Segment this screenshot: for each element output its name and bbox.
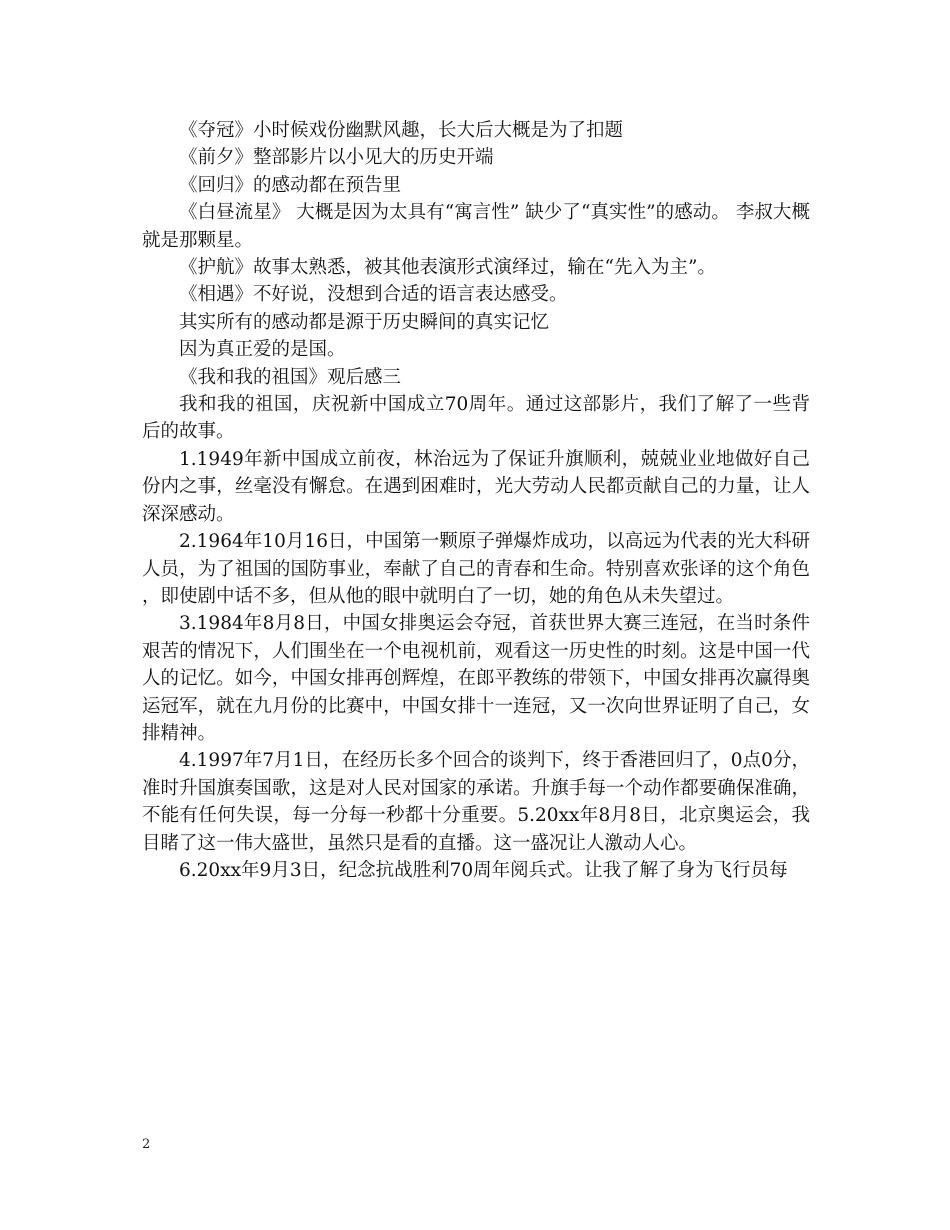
list-item: 3.1984年8月8日，中国女排奥运会夺冠，首获世界大赛三连冠，在当时条件艰苦的情况下，人们围坐在一个电视机前，观看这一历史性的时刻。这是中国一代人的记忆。如今，中国女排再创辉煌，在郎平教练的带领下，中国女排再次赢得奥运冠军，就在九月份的比赛中，中国女排十一连冠，又一次向世界证明了自己，女排精神。 <box>142 613 810 744</box>
paragraph: 《护航》故事太熟悉，被其他表演形式演绎过，输在“先入为主”。 <box>179 257 716 279</box>
list-item: 1.1949年新中国成立前夜，林治远为了保证升旗顺利，兢兢业业地做好自己份内之事，丝毫没有懈怠。在遇到困难时，光大劳动人民都贡献自己的力量，让人深深感动。 <box>142 448 810 525</box>
paragraph: 《回归》的感动都在预告里 <box>179 174 402 196</box>
list-item: 6.20xx年9月3日，纪念抗战胜利70周年阅兵式。让我了解了身为飞行员每 <box>179 859 788 881</box>
paragraph: 《白昼流星》 大概是因为太具有“寓言性” 缺少了“真实性”的感动。 李叔大概就是那颗星。 <box>142 202 810 251</box>
section-heading: 《我和我的祖国》观后感三 <box>179 366 402 388</box>
document-body <box>142 117 810 884</box>
paragraph: 我和我的祖国，庆祝新中国成立70周年。通过这部影片，我们了解了一些背后的故事。 <box>142 394 810 443</box>
page-number: 2 <box>142 1137 151 1152</box>
list-item: 2.1964年10月16日，中国第一颗原子弹爆炸成功，以高远为代表的光大科研人员，为了祖国的国防事业，奉献了自己的青春和生命。特别喜欢张译的这个角色，即使剧中话不多，但从他的眼中就明白了一切，她的角色从未失望过。 <box>142 531 810 607</box>
paragraph: 其实所有的感动都是源于历史瞬间的真实记忆 <box>179 311 550 333</box>
paragraph: 《相遇》不好说，没想到合适的语言表达感受。 <box>179 284 568 306</box>
paragraph: 《夺冠》小时候戏份幽默风趣，长大后大概是为了扣题 <box>179 120 624 141</box>
paragraph: 因为真正爱的是国。 <box>179 339 346 361</box>
paragraph: 《前夕》整部影片以小见大的历史开端 <box>179 147 494 169</box>
list-item: 4.1997年7月1日，在经历长多个回合的谈判下，终于香港回归了，0点0分，准时升国旗奏国歌，这是对人民对国家的承诺。升旗手每一个动作都要确保准确，不能有任何失误，每一分每一秒都十分重要。5.20xx年8月8日，北京奥运会，我目睹了这一伟大盛世，虽然只是看的直播。这一盛况让人激动人心。 <box>142 750 810 854</box>
